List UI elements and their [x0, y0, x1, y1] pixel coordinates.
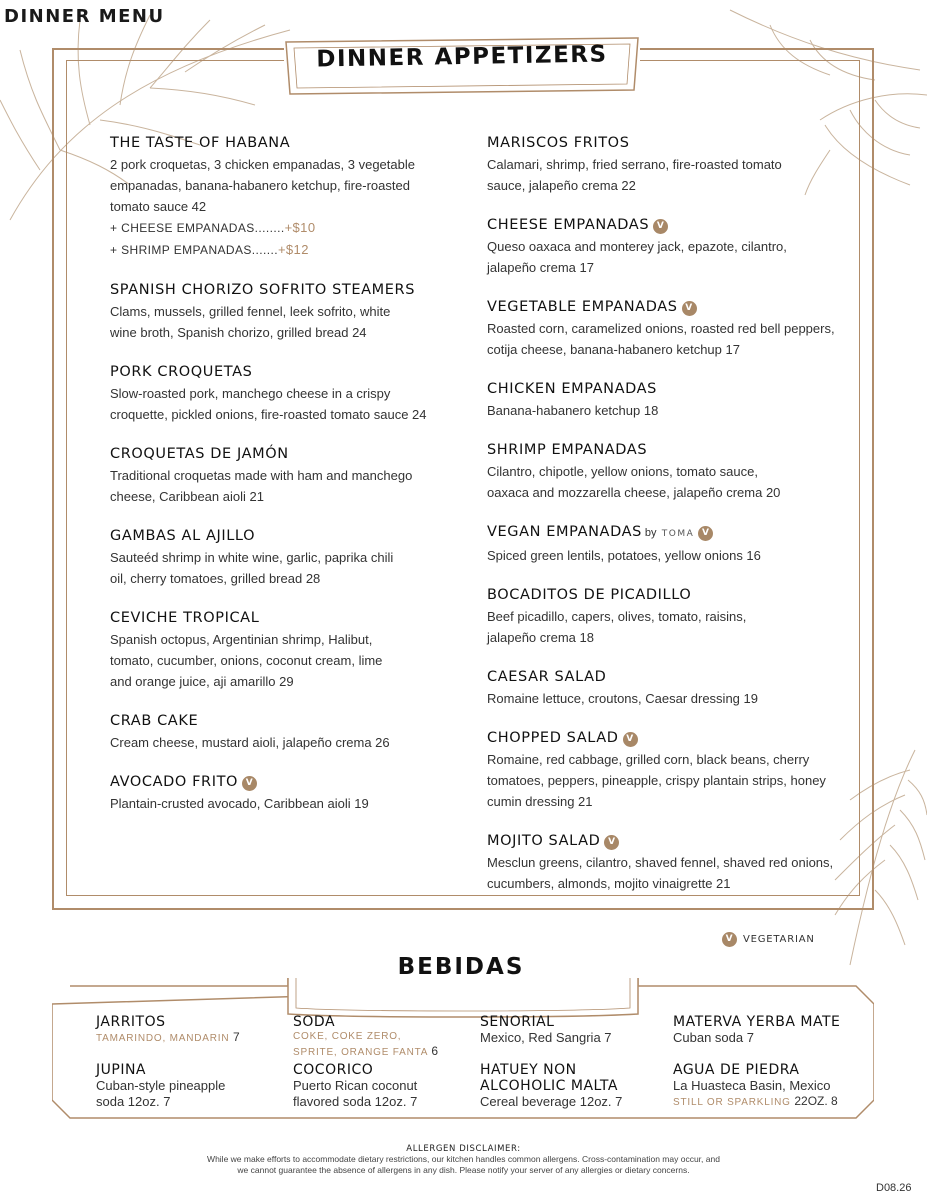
menu-code: D08.26 — [876, 1182, 912, 1194]
drink-item — [480, 1014, 670, 1046]
drink-name: SODA — [293, 1014, 336, 1030]
drink-name: COCORICO — [293, 1062, 374, 1078]
vegetarian-icon: V — [242, 776, 257, 791]
drink-price: 6 — [431, 1044, 439, 1058]
disclaimer-line: While we make efforts to accommodate dietary restrictions, our kitchen handles common allergens. Cross-contamination may occur, and — [207, 1154, 720, 1164]
addon-label: + CHEESE EMPANADAS........ — [110, 221, 285, 235]
item-description: Beef picadillo, capers, olives, tomato, raisins, jalapeño crema 18 — [487, 609, 747, 645]
drink-item — [673, 1062, 873, 1110]
drink-item — [480, 1062, 650, 1110]
item-description: Banana-habanero ketchup 18 — [487, 403, 659, 418]
legend-label: VEGETARIAN — [743, 934, 815, 945]
item-name: SPANISH CHORIZO SOFRITO STEAMERS — [110, 282, 416, 298]
item-name: BOCADITOS DE PICADILLO — [487, 587, 692, 603]
item-name-text: CHOPPED SALAD — [487, 730, 619, 746]
drink-name: JARRITOS — [96, 1014, 166, 1030]
item-description: Plantain-crusted avocado, Caribbean aioli 19 — [110, 796, 369, 811]
menu-item — [110, 711, 440, 753]
vegetarian-icon: V — [682, 301, 697, 316]
vegetarian-icon: V — [623, 732, 638, 747]
frame-top-rule — [66, 60, 284, 61]
drink-flavors — [293, 1030, 443, 1060]
item-name-text: VEGAN EMPANADAS — [487, 524, 642, 540]
frame-top-rule — [52, 48, 284, 50]
menu-item — [487, 440, 787, 503]
drink-flavors-text: TAMARINDO, MANDARIN — [96, 1033, 230, 1044]
disclaimer-line: we cannot guarantee the absence of allergens in any dish. Please notify your server of any allergies or dietary concerns. — [237, 1165, 690, 1175]
item-name: CHICKEN EMPANADAS — [487, 381, 657, 397]
menu-item — [487, 215, 832, 278]
item-description: Cilantro, chipotle, yellow onions, tomato sauce, oaxaca and mozzarella cheese, jalapeño crema 20 — [487, 464, 781, 500]
item-description: Romaine, red cabbage, grilled corn, black beans, cherry tomatoes, peppers, pineapple, crispy plantain strips, honey cumin dressing 21 — [487, 752, 826, 809]
drink-description: Puerto Rican coconut flavored soda 12oz. 7 — [293, 1078, 418, 1109]
item-name: MARISCOS FRITOS — [487, 135, 630, 151]
addon-price: +$12 — [277, 242, 309, 257]
menu-item — [110, 362, 440, 425]
item-name — [487, 522, 847, 545]
item-name — [110, 772, 440, 793]
drink-price: 22OZ. 8 — [794, 1094, 838, 1108]
disclaimer-title: ALLERGEN DISCLAIMER: — [406, 1144, 521, 1154]
drink-description: Cereal beverage 12oz. 7 — [480, 1094, 623, 1109]
item-description: Slow-roasted pork, manchego cheese in a crispy croquette, pickled onions, fire-roasted tomato sauce 24 — [110, 386, 427, 422]
menu-item — [487, 379, 847, 421]
frame-top-rule — [640, 48, 874, 50]
item-description: Romaine lettuce, croutons, Caesar dressing 19 — [487, 691, 758, 706]
item-name: GAMBAS AL AJILLO — [110, 528, 256, 544]
drink-description: Cuban-style pineapple soda 12oz. 7 — [96, 1078, 226, 1109]
frame-top-rule — [640, 60, 860, 61]
appetizers-right-column — [487, 133, 847, 913]
item-name-text: CHEESE EMPANADAS — [487, 217, 650, 233]
item-name: CROQUETAS DE JAMÓN — [110, 446, 289, 462]
addon-price: +$10 — [284, 220, 316, 235]
drink-description: Mexico, Red Sangria 7 — [480, 1030, 612, 1045]
menu-item — [487, 667, 847, 709]
drink-options-text: STILL OR SPARKLING — [673, 1097, 791, 1108]
menu-item — [487, 522, 847, 566]
item-name: SHRIMP EMPANADAS — [487, 442, 648, 458]
bebidas-title: BEBIDAS — [397, 954, 525, 980]
menu-item — [487, 297, 847, 360]
menu-item — [487, 831, 847, 894]
drink-price: 7 — [232, 1030, 240, 1044]
drink-flavors — [96, 1030, 286, 1046]
addon-line — [110, 217, 440, 239]
drink-options — [673, 1094, 873, 1110]
menu-item — [110, 280, 420, 343]
item-name: PORK CROQUETAS — [110, 364, 253, 380]
item-description: Clams, mussels, grilled fennel, leek sofrito, white wine broth, Spanish chorizo, grilled bread 24 — [110, 304, 391, 340]
item-description: Spanish octopus, Argentinian shrimp, Halibut, tomato, cucumber, onions, coconut cream, lime and orange juice, aji amarillo 29 — [110, 632, 383, 689]
menu-title: DINNER MENU — [4, 6, 165, 27]
vegetarian-icon: V — [604, 835, 619, 850]
addon-label: + SHRIMP EMPANADAS....... — [110, 243, 278, 257]
item-name — [487, 297, 847, 318]
drink-item — [293, 1014, 443, 1060]
toma-brand-logo: TOMA — [661, 529, 695, 539]
menu-item — [110, 444, 430, 507]
item-description: Sauteéd shrimp in white wine, garlic, paprika chili oil, cherry tomatoes, grilled bread 28 — [110, 550, 394, 586]
drink-name: JUPINA — [96, 1062, 146, 1078]
item-name: CAESAR SALAD — [487, 669, 607, 685]
appetizers-left-column — [110, 133, 440, 833]
item-name-text: MOJITO SALAD — [487, 833, 601, 849]
drink-name: MATERVA YERBA MATE — [673, 1014, 841, 1030]
vegetarian-icon: V — [722, 932, 737, 947]
section-title: DINNER APPETIZERS — [316, 41, 608, 73]
item-name: CRAB CAKE — [110, 713, 199, 729]
item-description: Cream cheese, mustard aioli, jalapeño crema 26 — [110, 735, 390, 750]
item-description: Queso oaxaca and monterey jack, epazote, cilantro, jalapeño crema 17 — [487, 239, 787, 275]
menu-item — [110, 133, 440, 261]
item-description: Traditional croquetas made with ham and manchego cheese, Caribbean aioli 21 — [110, 468, 413, 504]
drink-item — [96, 1062, 246, 1110]
drink-name: HATUEY NON ALCOHOLIC MALTA — [480, 1062, 618, 1094]
item-description: Roasted corn, caramelized onions, roasted red bell peppers, cotija cheese, banana-habanero ketchup 17 — [487, 321, 835, 357]
item-name — [487, 728, 847, 749]
menu-item — [487, 585, 787, 648]
drink-item — [293, 1062, 443, 1110]
item-name: THE TASTE OF HABANA — [110, 135, 291, 151]
item-description: Spiced green lentils, potatoes, yellow onions 16 — [487, 548, 761, 563]
addon-line — [110, 239, 440, 261]
menu-item — [110, 772, 440, 814]
vegetarian-icon: V — [698, 526, 713, 541]
drink-flavors-text: COKE, COKE ZERO, SPRITE, ORANGE FANTA — [293, 1031, 428, 1058]
item-name — [487, 215, 832, 236]
by-label: by — [644, 527, 657, 539]
item-name-text: VEGETABLE EMPANADAS — [487, 299, 678, 315]
item-name: CEVICHE TROPICAL — [110, 610, 260, 626]
item-description: Calamari, shrimp, fried serrano, fire-roasted tomato sauce, jalapeño crema 22 — [487, 157, 782, 193]
drink-name: SENORIAL — [480, 1014, 555, 1030]
vegetarian-legend — [722, 932, 815, 947]
drink-description: Cuban soda 7 — [673, 1030, 754, 1045]
allergen-disclaimer — [150, 1144, 777, 1176]
drink-description: La Huasteca Basin, Mexico — [673, 1078, 831, 1093]
menu-item — [110, 526, 410, 589]
menu-item — [487, 133, 807, 196]
item-name-text: AVOCADO FRITO — [110, 774, 239, 790]
menu-item — [110, 608, 385, 692]
menu-item — [487, 728, 847, 812]
vegetarian-icon: V — [653, 219, 668, 234]
drink-item — [96, 1014, 286, 1046]
item-description: Mesclun greens, cilantro, shaved fennel, shaved red onions, cucumbers, almonds, mojito vinaigrette 21 — [487, 855, 834, 891]
drink-item — [673, 1014, 873, 1046]
item-description: 2 pork croquetas, 3 chicken empanadas, 3 vegetable empanadas, banana-habanero ketchup, fire-roasted tomato sauce 42 — [110, 157, 415, 214]
item-name — [487, 831, 847, 852]
drink-name: AGUA DE PIEDRA — [673, 1062, 800, 1078]
